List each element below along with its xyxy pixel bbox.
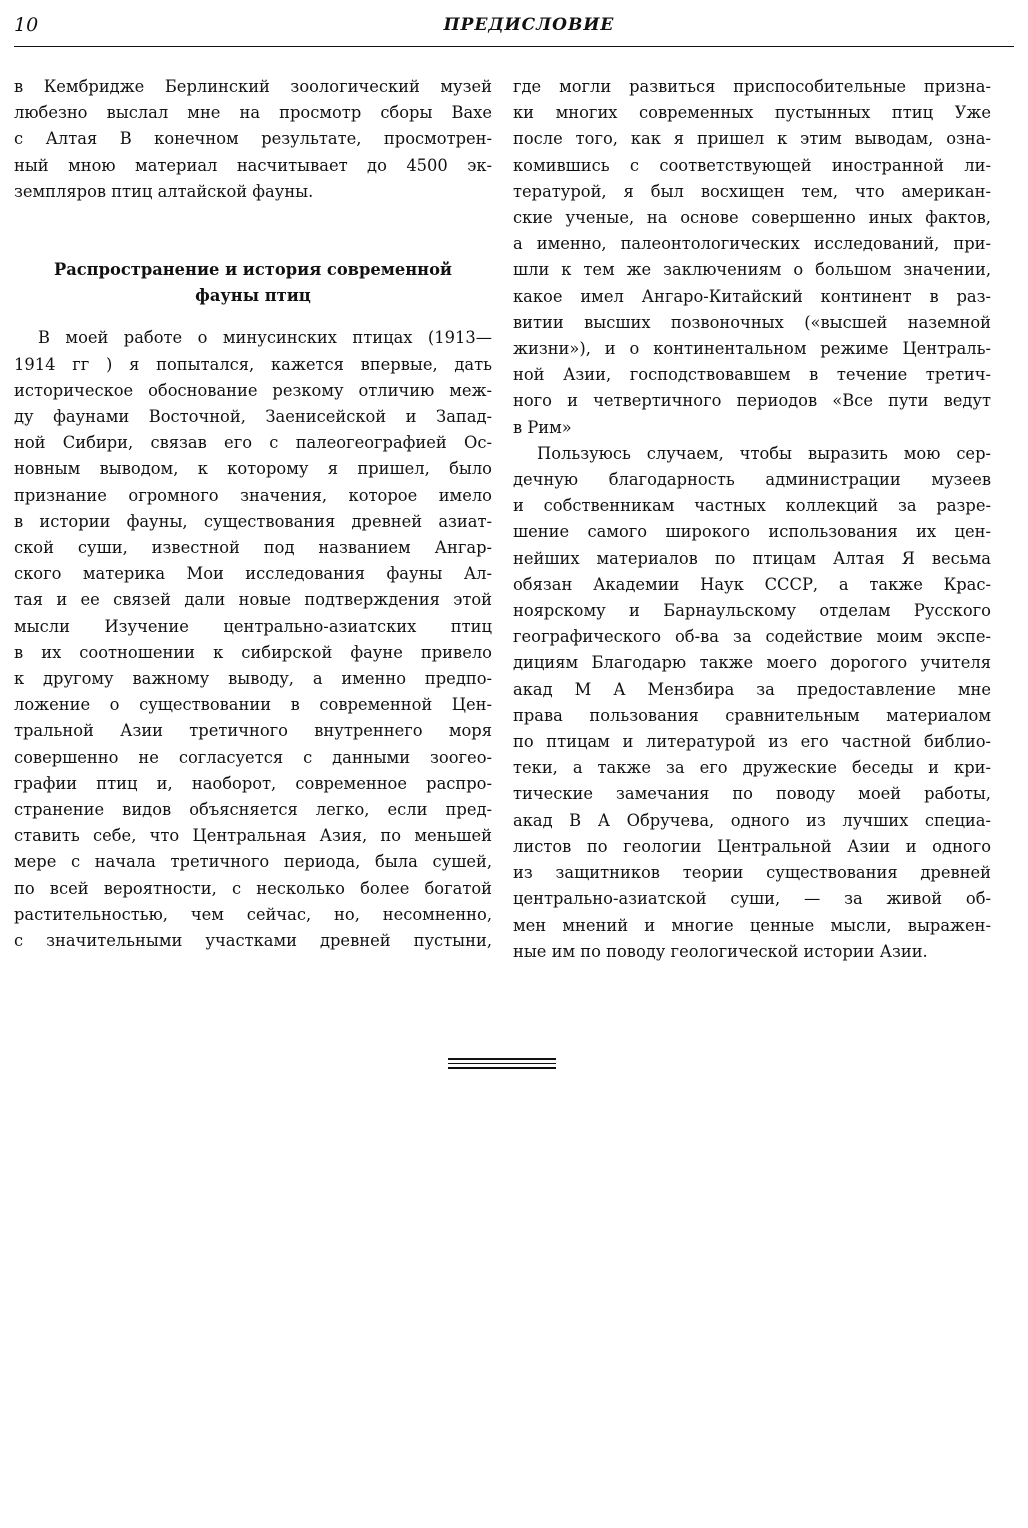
text-line: земпляров птиц алтайской фауны. [14, 181, 314, 201]
text-line: акад В А Обручева, одного из лучших специа- [513, 810, 991, 830]
text-line: по всей вероятности, с несколько более богатой [14, 878, 492, 898]
text-line: тературой, я был восхищен тем, что американ- [513, 181, 991, 201]
acknowledgements-paragraph [513, 441, 991, 965]
text-line: ного и четвертичного периодов «Все пути ведут [513, 391, 991, 411]
running-title: ПРЕДИСЛОВИЕ [443, 15, 615, 35]
text-line: в их соотношении к сибирской фауне привело [14, 642, 492, 662]
text-line: растительностью, чем сейчас, но, несомненно, [14, 904, 492, 924]
text-line: странение видов объясняется легко, если пред- [14, 800, 492, 820]
text-line: шли к тем же заключениям о большом значении, [513, 260, 991, 280]
text-line: акад М А Мензбира за предоставление мне [513, 679, 991, 699]
text-line: права пользования сравнительным материалом [513, 705, 991, 725]
ornament-rule [448, 1058, 556, 1060]
text-line: тральной Азии третичного внутреннего моря [14, 721, 492, 741]
text-line: листов по геологии Центральной Азии и одного [513, 836, 991, 856]
text-line: с значительными участками древней пустыни, [14, 931, 492, 951]
text-line: из защитников теории существования древней [513, 863, 991, 883]
ornament-rule [448, 1067, 556, 1069]
text-line: а именно, палеонтологических исследований, при- [513, 234, 991, 254]
section-heading [14, 257, 492, 309]
text-line: историческое обоснование резкому отличию меж- [14, 380, 492, 400]
text-line: новным выводом, к которому я пришел, было [14, 459, 492, 479]
ornament-rule [448, 1063, 556, 1064]
text-line: ской суши, известной под названием Ангар- [14, 538, 492, 558]
text-line: к другому важному выводу, а именно предпо- [14, 669, 492, 689]
text-line: ского материка Мои исследования фауны Ал- [14, 564, 492, 584]
text-line: мере с начала третичного периода, была сушей, [14, 852, 492, 872]
text-line: в Кембридже Берлинский зоологический музей [14, 77, 492, 96]
text-line: витии высших позвоночных («высшей наземной [513, 312, 991, 332]
text-line: мысли Изучение центрально-азиатских птиц [14, 616, 492, 636]
text-line: мен мнений и многие ценные мысли, выражен- [513, 915, 991, 935]
text-line: ной Азии, господствовавшем в течение третич- [513, 365, 991, 385]
text-line: ноярскому и Барнаульскому отделам Русского [513, 601, 991, 621]
text-line: по птицам и литературой из его частной библио- [513, 732, 991, 752]
text-line: ный мною материал насчитывает до 4500 эк- [14, 155, 492, 175]
text-line: в истории фауны, существования древней азиат- [14, 511, 492, 531]
text-line: графии птиц и, наоборот, современное распро- [14, 773, 492, 793]
text-line: ду фаунами Восточной, Заенисейской и Запад- [14, 407, 492, 427]
text-line: совершенно не согласуется с данными зоогео- [14, 747, 492, 767]
text-line: центрально-азиатской суши, — за живой об- [513, 889, 991, 909]
text-line: дечную благодарность администрации музеев [513, 470, 991, 490]
text-line: шение самого широкого использования их цен- [513, 522, 991, 542]
left-column [14, 74, 492, 954]
text-line: какое имел Ангаро-Китайский континент в раз- [513, 286, 991, 306]
text-line: обязан Академии Наук СССР, а также Крас- [513, 574, 991, 594]
text-line: и собственникам частных коллекций за разре- [513, 496, 991, 516]
text-line: теки, а также за его дружеские беседы и кри- [513, 758, 991, 778]
text-line: где могли развиться приспособительные призна- [513, 77, 991, 96]
text-line: жизни»), и о континентальном режиме Централь- [513, 339, 991, 359]
text-line: ские ученые, на основе совершенно иных фактов, [513, 208, 991, 228]
text-line: ные им по поводу геологической истории Азии. [513, 941, 928, 961]
text-line: географического об-ва за содействие моим экспе- [513, 627, 991, 647]
text-line: после того, как я пришел к этим выводам, озна- [513, 129, 991, 149]
body-paragraph [14, 325, 492, 954]
text-line: В моей работе о минусинских птицах (1913— [38, 328, 492, 348]
continuation-paragraph [513, 74, 991, 441]
right-column [513, 74, 991, 965]
text-line: тая и ее связей дали новые подтверждения этой [14, 590, 492, 610]
text-line: Пользуюсь случаем, чтобы выразить мою сер- [537, 443, 991, 463]
text-line: 1914 гг ) я попытался, кажется впервые, дать [14, 354, 492, 374]
intro-paragraph [14, 74, 492, 205]
heading-line: фауны птиц [195, 286, 311, 306]
heading-line: Распространение и история современной [53, 260, 453, 280]
text-line: нейших материалов по птицам Алтая Я весьма [513, 548, 991, 568]
text-line: тические замечания по поводу моей работы, [513, 784, 991, 804]
text-line: в Рим» [513, 417, 572, 437]
text-line: ной Сибири, связав его с палеогеографией Ос- [14, 433, 492, 453]
page-number: 10 [14, 14, 39, 36]
text-line: любезно выслал мне на просмотр сборы Вахе [14, 103, 492, 123]
text-line: признание огромного значения, которое имело [14, 485, 492, 505]
text-line: ложение о существовании в современной Цен- [14, 695, 492, 715]
text-line: дициям Благодарю также моего дорогого учителя [513, 653, 991, 673]
text-line: комившись с соответствующей иностранной ли- [513, 155, 991, 175]
page-header [14, 12, 1014, 47]
text-line: ставить себе, что Центральная Азия, по меньшей [14, 826, 492, 846]
end-ornament [448, 1058, 556, 1072]
text-line: ки многих современных пустынных птиц Уже [513, 103, 991, 123]
text-line: с Алтая В конечном результате, просмотрен- [14, 129, 492, 149]
